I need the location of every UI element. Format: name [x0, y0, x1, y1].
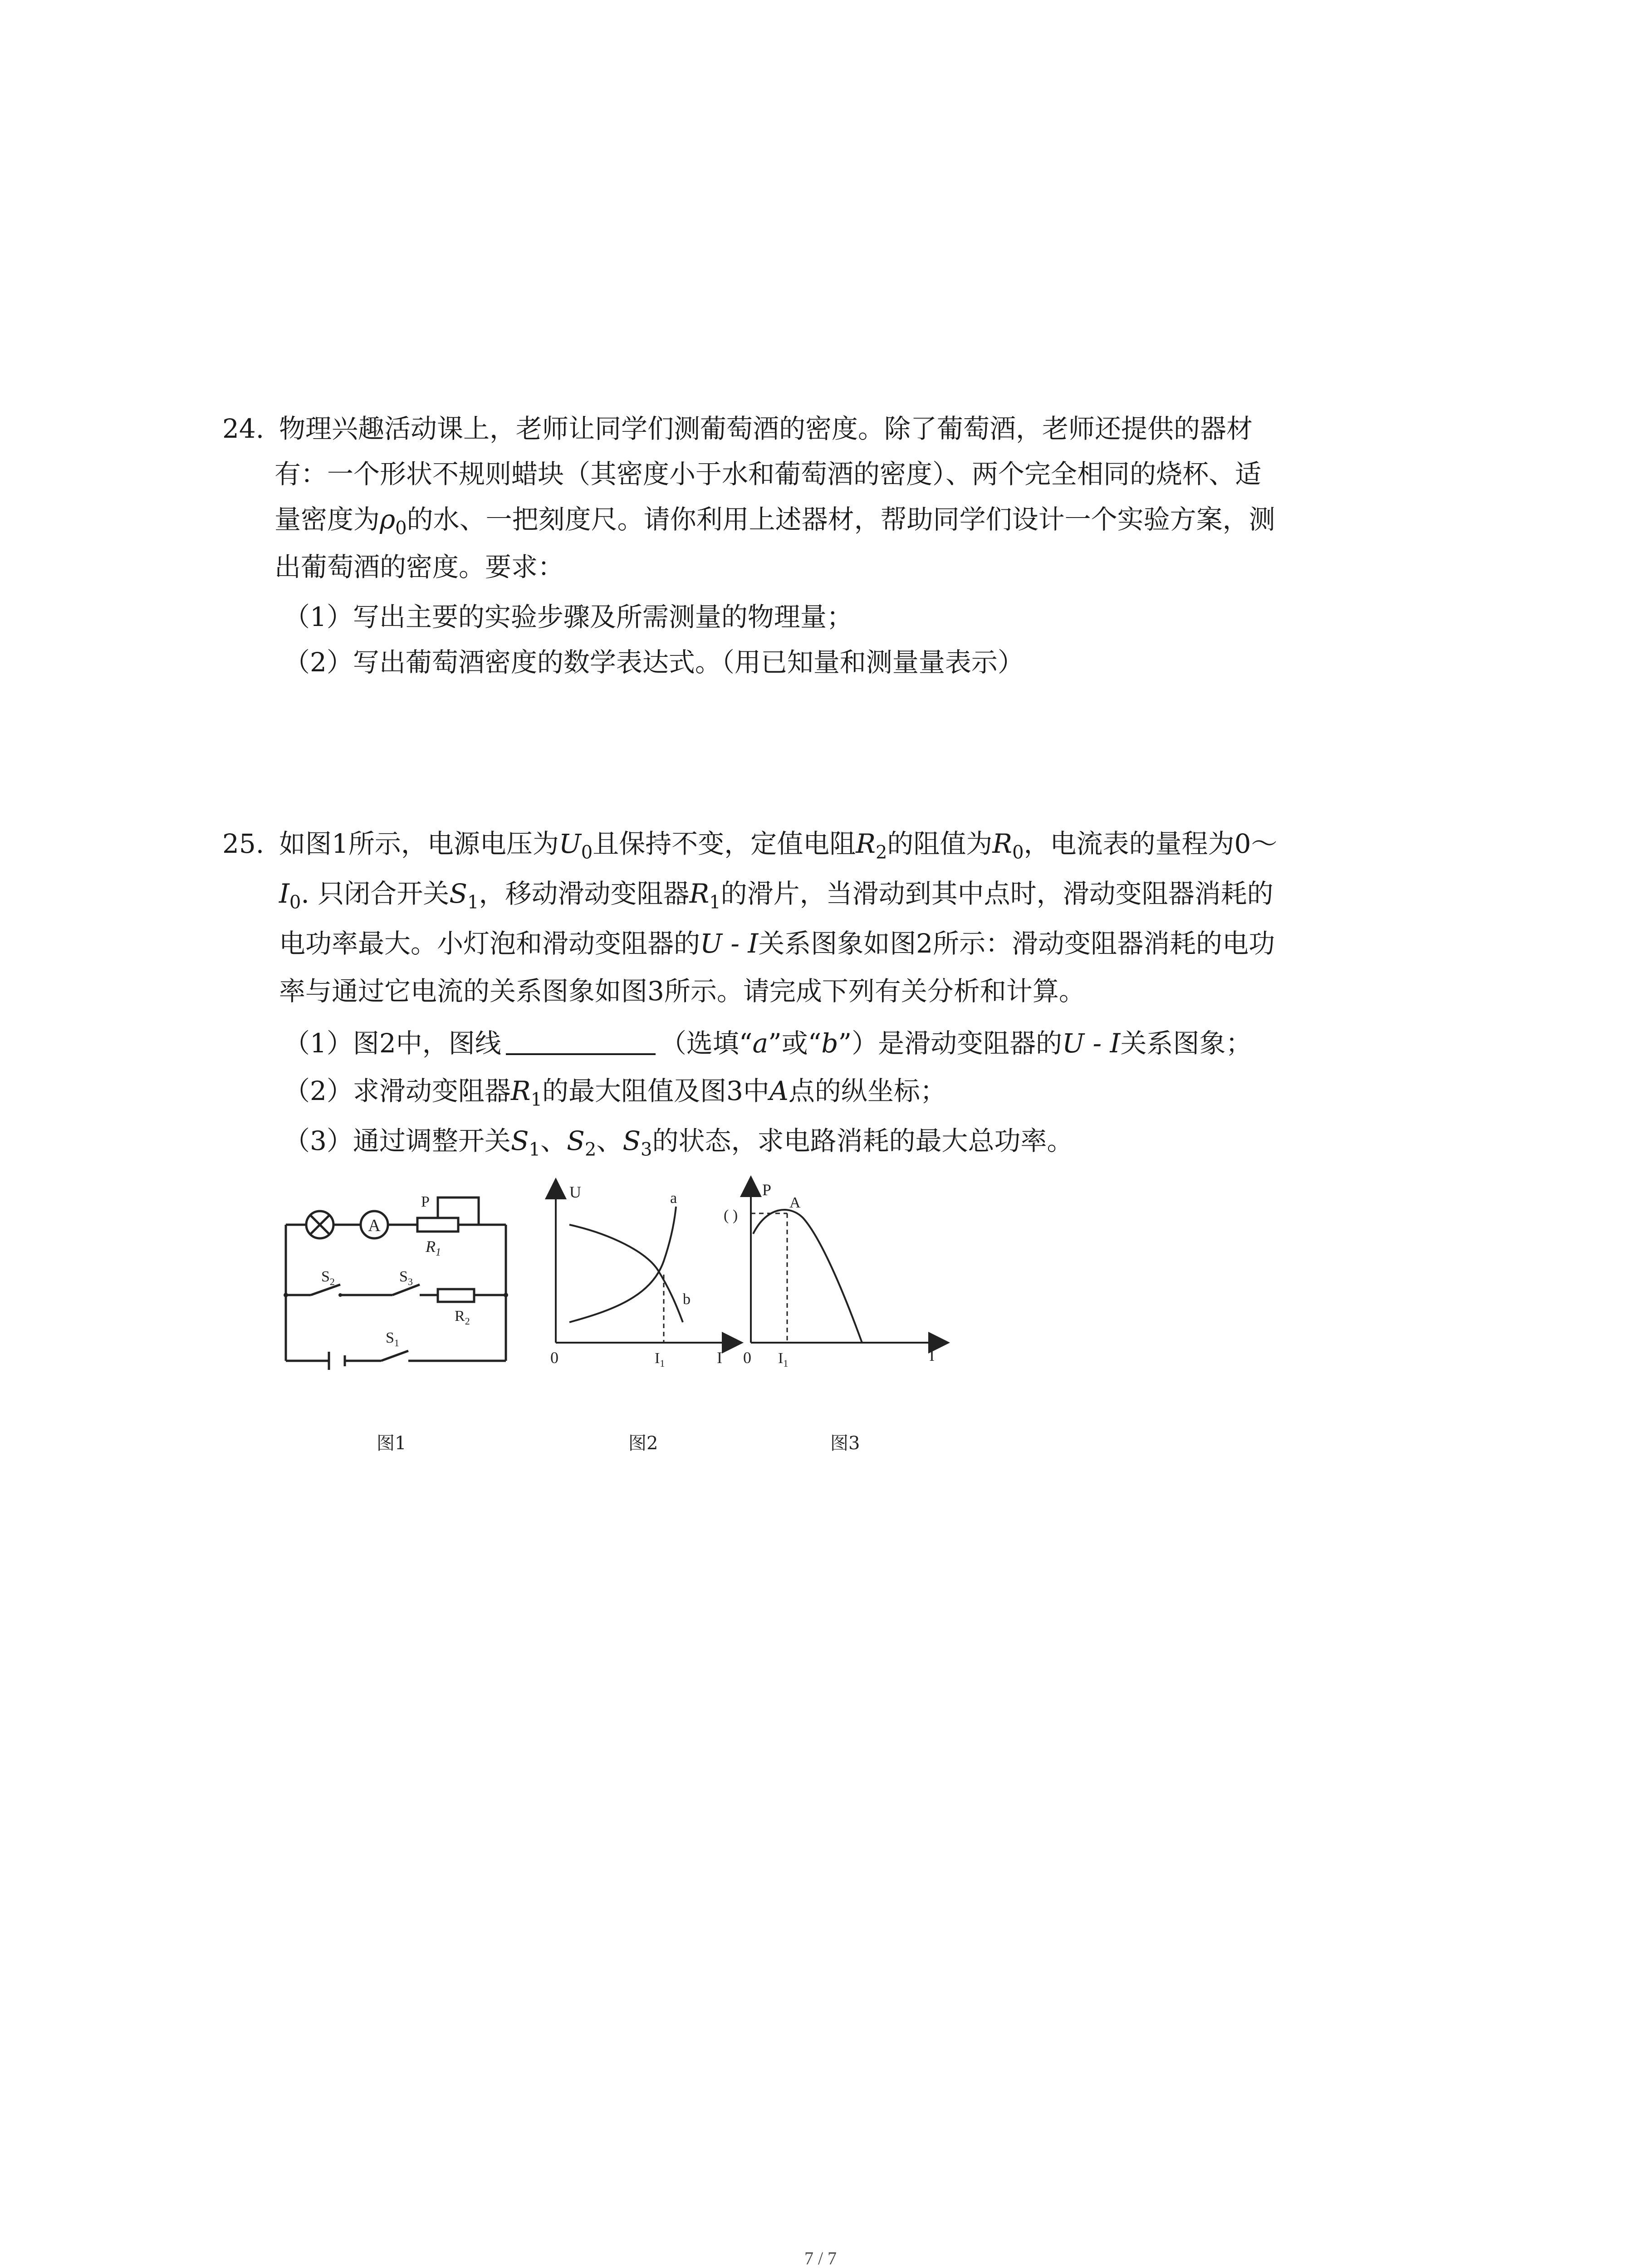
q25-line-1: 如图1所示，电源电压为$U_0$且保持不变，定值电阻$R_2$的阻值为$R_0$，电流表的量程为0～ [279, 828, 1278, 863]
figure-3-caption: 图3 [830, 1433, 860, 1454]
question-number: 24. [222, 413, 265, 444]
q24-sub-1: （1）写出主要的实验步骤及所需测量的物理量； [284, 601, 853, 632]
y-axis-label: U [569, 1183, 581, 1201]
q24-sub-2: （2）写出葡萄酒密度的数学表达式。（用已知量和测量量表示） [284, 647, 1024, 678]
question-number: 25. [222, 828, 265, 859]
x-axis-label: I [929, 1346, 935, 1364]
ammeter-icon [361, 1211, 388, 1238]
x-tick-label: $I_1$ [655, 1350, 665, 1369]
figure-1-caption: 图1 [377, 1433, 407, 1454]
q24-line-4: 出葡萄酒的密度。要求： [274, 552, 564, 582]
q25-line-4: 率与通过它电流的关系图象如图3所示。请完成下列有关分析和计算。 [279, 976, 1085, 1007]
figure-3-pi-graph [726, 1175, 953, 1370]
svg-text:R2: $R_2$ [455, 1308, 470, 1327]
svg-text:R1: $R_1$ [426, 1237, 441, 1258]
page-number: 7 / 7 [804, 2248, 837, 2268]
curve-a-label: a [670, 1190, 677, 1207]
svg-text:S1: $S_1$ [386, 1330, 399, 1349]
point-a-label: A [789, 1194, 801, 1211]
x-tick-label: $I_1$ [778, 1350, 789, 1369]
q24-line-3: 量密度为$\rho_0$的水、一把刻度尺。请你利用上述器材，帮助同学们设计一个实验方案，测 [274, 504, 1275, 539]
q24-line-2: 有：一个形状不规则蜡块（其密度小于水和葡萄酒的密度）、两个完全相同的烧杯、适 [274, 459, 1262, 489]
svg-text:S2: $S_2$ [321, 1268, 335, 1287]
answer-blank[interactable] [506, 1030, 656, 1055]
svg-text:P: P [421, 1193, 430, 1210]
q25-sub-2: （2）求滑动变阻器$R_1$的最大阻值及图3中A点的纵坐标； [284, 1075, 946, 1110]
battery-icon [329, 1352, 345, 1370]
q24-line-1: 物理兴趣活动课上，老师让同学们测葡萄酒的密度。除了葡萄酒，老师还提供的器材 [279, 413, 1253, 444]
curve-b-label: b [683, 1291, 691, 1308]
power-curve [753, 1210, 862, 1343]
x-axis-label: I [717, 1349, 722, 1367]
curve-a [569, 1207, 676, 1322]
y-axis-label: P [762, 1181, 772, 1199]
lamp-icon [306, 1211, 333, 1238]
q25-sub-1: （1）图2中，图线 （选填“a”或“b”）是滑动变阻器的U - I关系图象； [284, 1028, 1252, 1059]
origin-label: 0 [550, 1349, 558, 1367]
curve-b [569, 1225, 683, 1322]
origin-label: 0 [743, 1349, 751, 1367]
figure-2-caption: 图2 [628, 1433, 658, 1454]
figure-1-circuit [277, 1188, 522, 1433]
q25-sub-3: （3）通过调整开关$S_1$、$S_2$、$S_3$的状态，求电路消耗的最大总功率。 [284, 1125, 1073, 1160]
svg-text:A: A [368, 1216, 381, 1235]
y-tick-blank: ( ) [724, 1207, 738, 1224]
figure-2-ui-graph [538, 1175, 746, 1370]
svg-text:S3: $S_3$ [399, 1268, 413, 1287]
q25-line-3: 电功率最大。小灯泡和滑动变阻器的U - I关系图象如图2所示：滑动变阻器消耗的电功 [279, 928, 1275, 959]
q25-line-2: $I_0$. 只闭合开关$S_1$，移动滑动变阻器$R_1$的滑片，当滑动到其中点时，滑动变阻器消耗的 [279, 878, 1274, 913]
